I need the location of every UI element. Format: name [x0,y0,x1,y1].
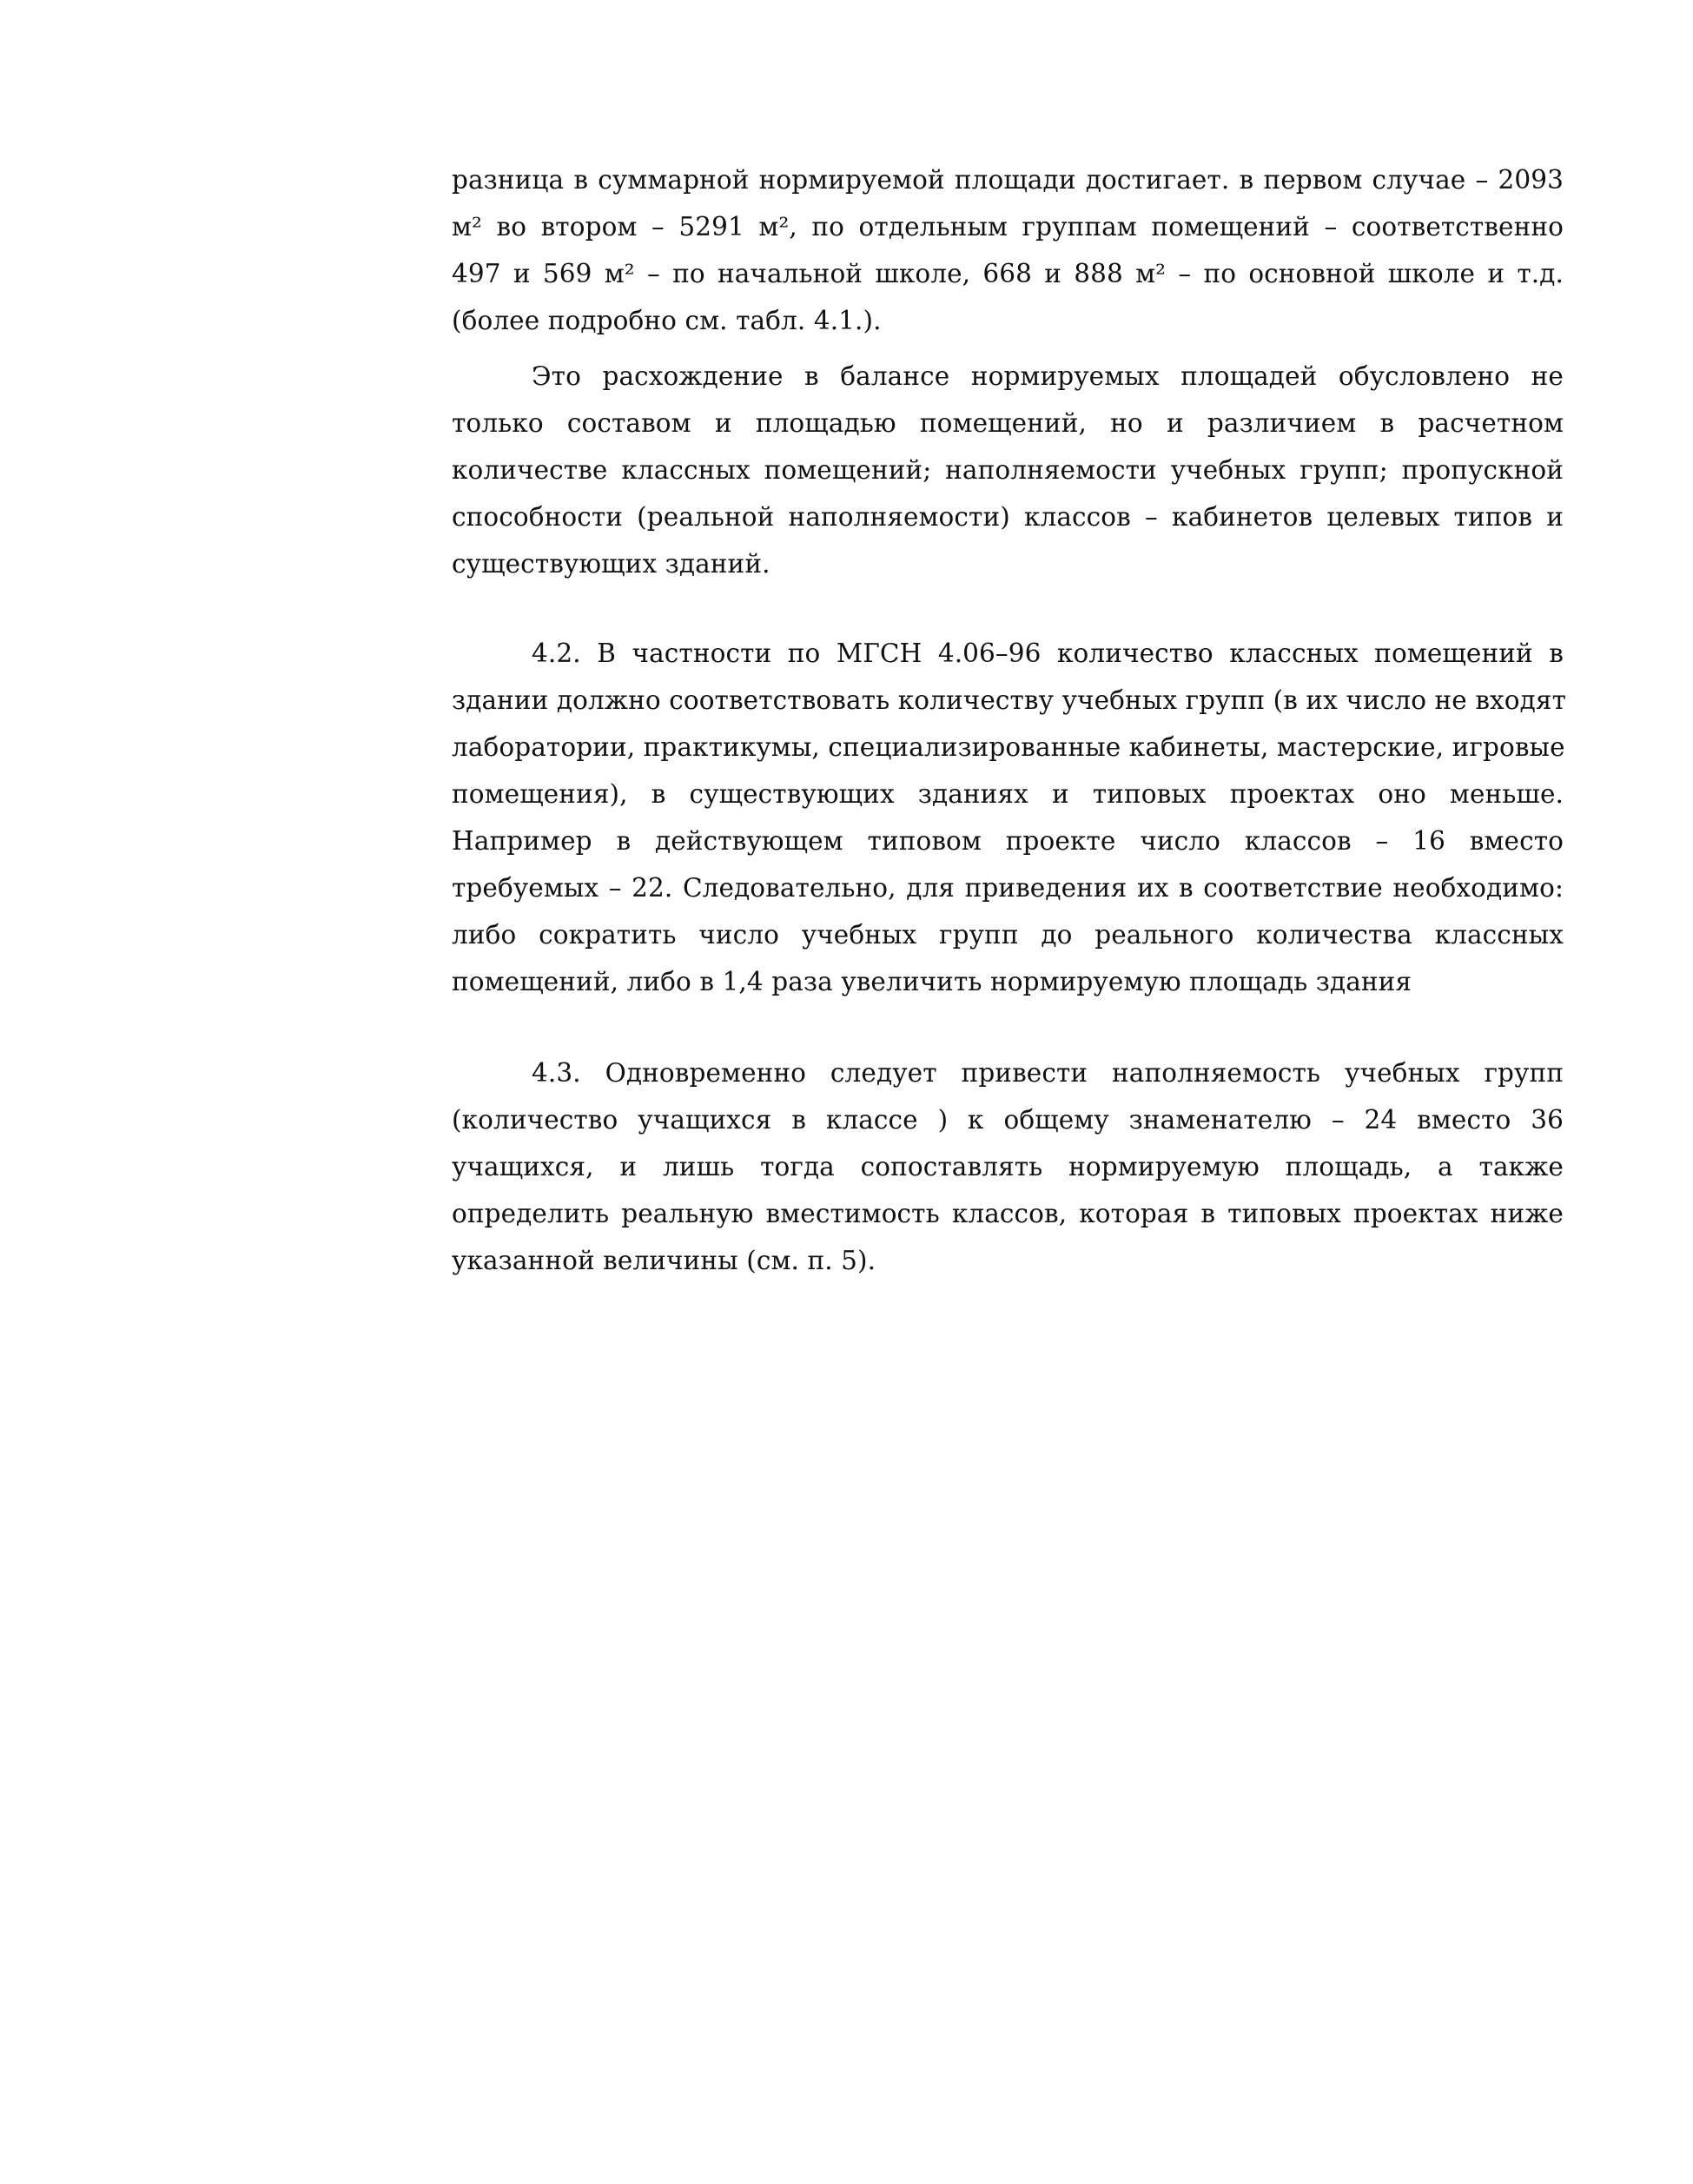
text-line: требуемых – 22. Следовательно, для приведения их в соответствие необходимо: [452,873,1564,903]
text-line: указанной величины (см. п. 5). [452,1246,876,1275]
text-line: лаборатории, практикумы, специализированные кабинеты, мастерские, игровые [452,732,1565,762]
text-line: (количество учащихся в классе ) к общему знаменателю – 24 вместо 36 [452,1105,1564,1135]
text-line: либо сократить число учебных групп до реального количества классных [452,920,1564,950]
text-line: Это расхождение в балансе нормируемых площадей обусловлено не [532,361,1564,391]
text-line: только составом и площадью помещений, но и различием в расчетном [452,408,1564,438]
text-line: здании должно соответствовать количеству учебных групп (в их число не входят [452,685,1567,715]
text-line: 4.2. В частности по МГСН 4.06–96 количество классных помещений в [532,639,1564,668]
text-line: разница в суммарной нормируемой площади достигает. в первом случае – 2093 [452,165,1564,195]
text-line: существующих зданий. [452,549,770,579]
text-line: Например в действующем типовом проекте число классов – 16 вместо [452,826,1564,856]
text-line: количестве классных помещений; наполняемости учебных групп; пропускной [452,455,1564,485]
text-line: помещений, либо в 1,4 раза увеличить нормируемую площадь здания [452,967,1412,996]
text-line: 497 и 569 м² – по начальной школе, 668 и 888 м² – по основной школе и т.д. [452,259,1564,288]
text-line: определить реальную вместимость классов, которая в типовых проектах ниже [452,1199,1564,1228]
text-line: способности (реальной наполняемости) классов – кабинетов целевых типов и [452,502,1564,532]
text-line: помещения), в существующих зданиях и типовых проектах оно меньше. [452,779,1564,809]
text-line: (более подробно см. табл. 4.1.). [452,306,882,335]
text-line: м² во втором – 5291 м², по отдельным группам помещений – соответственно [452,212,1564,242]
text-line: 4.3. Одновременно следует привести наполняемость учебных групп [532,1058,1564,1088]
text-line: учащихся, и лишь тогда сопоставлять нормируемую площадь, а также [452,1152,1564,1181]
